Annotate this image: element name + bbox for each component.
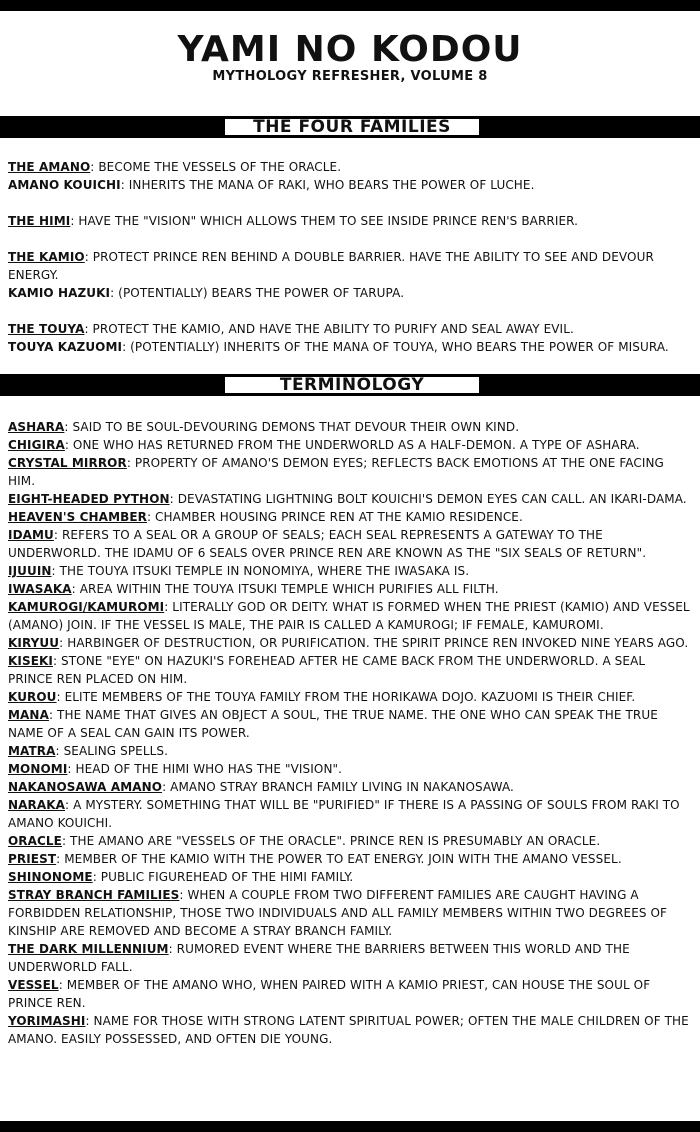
- entry-term: THE TOUYA: [8, 322, 85, 336]
- entry-term: KUROU: [8, 690, 57, 704]
- glossary-entry: [8, 634, 692, 652]
- entry-term: THE HIMI: [8, 214, 71, 228]
- entry-definition: : BECOME THE VESSELS OF THE ORACLE.: [90, 160, 342, 174]
- entry-term: NAKANOSAWA AMANO: [8, 780, 163, 794]
- entry-definition: : SEALING SPELLS.: [55, 744, 169, 758]
- section-heading-terminology: TERMINOLOGY: [223, 375, 481, 395]
- entry-definition: : A MYSTERY. SOMETHING THAT WILL BE "PURIFIED" IF THERE IS A PASSING OF SOULS FROM RAKI TO AMANO KOUICHI.: [8, 798, 680, 830]
- glossary-entry: [8, 832, 692, 850]
- glossary-entry: [8, 778, 692, 796]
- glossary-entry: [8, 436, 692, 454]
- page-title: YAMI NO KODOU: [177, 29, 523, 70]
- entry-definition: : REFERS TO A SEAL OR A GROUP OF SEALS; EACH SEAL REPRESENTS A GATEWAY TO THE UNDERWORLD. THE IDAMU OF 6 SEALS OVER PRINCE REN ARE KNOWN AS THE "SIX SEALS OF RETURN".: [8, 528, 647, 560]
- glossary-entry: [8, 688, 692, 706]
- glossary-entry: [8, 454, 692, 490]
- section-banner-families: [0, 116, 700, 138]
- entry-term: SHINONOME: [8, 870, 93, 884]
- entry-term: ASHARA: [8, 420, 65, 434]
- family-entry: [8, 284, 692, 302]
- entry-definition: : MEMBER OF THE AMANO WHO, WHEN PAIRED WITH A KAMIO PRIEST, CAN HOUSE THE SOUL OF PRINCE REN.: [8, 978, 651, 1010]
- glossary-entry: [8, 508, 692, 526]
- glossary-entry: [8, 526, 692, 562]
- entry-definition: : CHAMBER HOUSING PRINCE REN AT THE KAMIO RESIDENCE.: [147, 510, 523, 524]
- section-heading-families: THE FOUR FAMILIES: [223, 117, 481, 137]
- entry-definition: : HEAD OF THE HIMI WHO HAS THE "VISION".: [67, 762, 343, 776]
- page-subtitle: MYTHOLOGY REFRESHER, VOLUME 8: [212, 69, 488, 84]
- entry-term: EIGHT-HEADED PYTHON: [8, 492, 170, 506]
- entry-term: KIRYUU: [8, 636, 60, 650]
- glossary-entry: [8, 490, 692, 508]
- entry-definition: : (POTENTIALLY) INHERITS OF THE MANA OF TOUYA, WHO BEARS THE POWER OF MISURA.: [122, 340, 669, 354]
- entry-definition: : ONE WHO HAS RETURNED FROM THE UNDERWORLD AS A HALF-DEMON. A TYPE OF ASHARA.: [64, 438, 640, 452]
- entry-definition: : THE AMANO ARE "VESSELS OF THE ORACLE". PRINCE REN IS PRESUMABLY AN ORACLE.: [61, 834, 601, 848]
- glossary-entry: [8, 742, 692, 760]
- entry-term: KISEKI: [8, 654, 53, 668]
- entry-definition: : ELITE MEMBERS OF THE TOUYA FAMILY FROM THE HORIKAWA DOJO. KAZUOMI IS THEIR CHIEF.: [56, 690, 636, 704]
- glossary-entry: [8, 418, 692, 436]
- family-entry: [8, 212, 692, 230]
- entry-term: THE AMANO: [8, 160, 91, 174]
- entry-definition: : THE TOUYA ITSUKI TEMPLE IN NONOMIYA, WHERE THE IWASAKA IS.: [51, 564, 470, 578]
- entry-definition: : RUMORED EVENT WHERE THE BARRIERS BETWEEN THIS WORLD AND THE UNDERWORLD FALL.: [8, 942, 630, 974]
- entry-term: YORIMASHI: [8, 1014, 86, 1028]
- family-entry: [8, 338, 692, 356]
- entry-term: MONOMI: [8, 762, 68, 776]
- entry-definition: : SAID TO BE SOUL-DEVOURING DEMONS THAT DEVOUR THEIR OWN KIND.: [64, 420, 520, 434]
- entry-definition: : HARBINGER OF DESTRUCTION, OR PURIFICATION. THE SPIRIT PRINCE REN INVOKED NINE YEARS AGO.: [59, 636, 689, 650]
- terminology-list: [8, 418, 692, 1048]
- family-entry: [8, 248, 692, 284]
- entry-term: IWASAKA: [8, 582, 72, 596]
- entry-term: CRYSTAL MIRROR: [8, 456, 127, 470]
- glossary-entry: [8, 580, 692, 598]
- glossary-entry: [8, 1012, 692, 1048]
- family-entry: [8, 320, 692, 338]
- entry-term: AMANO KOUICHI: [8, 178, 121, 192]
- family-entry: [8, 176, 692, 194]
- entry-term: PRIEST: [8, 852, 57, 866]
- entry-term: THE KAMIO: [8, 250, 85, 264]
- entry-term: HEAVEN'S CHAMBER: [8, 510, 147, 524]
- entry-definition: : DEVASTATING LIGHTNING BOLT KOUICHI'S DEMON EYES CAN CALL. AN IKARI-DAMA.: [169, 492, 687, 506]
- entry-term: IJUUIN: [8, 564, 52, 578]
- glossary-entry: [8, 598, 692, 634]
- entry-term: ORACLE: [8, 834, 62, 848]
- entry-definition: : WHEN A COUPLE FROM TWO DIFFERENT FAMILIES ARE CAUGHT HAVING A FORBIDDEN RELATIONSHIP, THOSE TWO INDIVIDUALS AND ALL FAMILY MEMBERS WITHIN TWO DEGREES OF KINSHIP ARE REMOVED AND BECOME A STRAY BRANCH FAMILY.: [8, 888, 668, 938]
- glossary-entry: [8, 976, 692, 1012]
- entry-definition: : PROTECT PRINCE REN BEHIND A DOUBLE BARRIER. HAVE THE ABILITY TO SEE AND DEVOUR ENERGY.: [8, 250, 654, 282]
- entry-term: KAMUROGI/KAMUROMI: [8, 600, 165, 614]
- entry-definition: : INHERITS THE MANA OF RAKI, WHO BEARS THE POWER OF LUCHE.: [120, 178, 535, 192]
- entry-term: NARAKA: [8, 798, 66, 812]
- entry-definition: : HAVE THE "VISION" WHICH ALLOWS THEM TO SEE INSIDE PRINCE REN'S BARRIER.: [70, 214, 579, 228]
- glossary-entry: [8, 886, 692, 940]
- entry-definition: : LITERALLY GOD OR DEITY. WHAT IS FORMED WHEN THE PRIEST (KAMIO) AND VESSEL (AMANO) JOIN. IF THE VESSEL IS MALE, THE PAIR IS CALLED A KAMUROGI; IF FEMALE, KAMUROMI.: [8, 600, 690, 632]
- entry-term: STRAY BRANCH FAMILIES: [8, 888, 180, 902]
- glossary-entry: [8, 796, 692, 832]
- entry-definition: : PUBLIC FIGUREHEAD OF THE HIMI FAMILY.: [92, 870, 354, 884]
- entry-definition: : PROTECT THE KAMIO, AND HAVE THE ABILITY TO PURIFY AND SEAL AWAY EVIL.: [84, 322, 574, 336]
- glossary-entry: [8, 940, 692, 976]
- entry-term: TOUYA KAZUOMI: [8, 340, 123, 354]
- family-entry: [8, 158, 692, 176]
- entry-definition: : STONE "EYE" ON HAZUKI'S FOREHEAD AFTER HE CAME BACK FROM THE UNDERWORLD. A SEAL PRINCE REN PLACED ON HIM.: [8, 654, 646, 686]
- entry-term: MATRA: [8, 744, 56, 758]
- section-banner-terminology: [0, 374, 700, 396]
- entry-term: VESSEL: [8, 978, 59, 992]
- entry-definition: : MEMBER OF THE KAMIO WITH THE POWER TO EAT ENERGY. JOIN WITH THE AMANO VESSEL.: [56, 852, 622, 866]
- entry-definition: : (POTENTIALLY) BEARS THE POWER OF TARUPA.: [110, 286, 405, 300]
- glossary-entry: [8, 652, 692, 688]
- glossary-entry: [8, 760, 692, 778]
- glossary-entry: [8, 868, 692, 886]
- entry-definition: : NAME FOR THOSE WITH STRONG LATENT SPIRITUAL POWER; OFTEN THE MALE CHILDREN OF THE AMANO. EASILY POSSESSED, AND OFTEN DIE YOUNG.: [8, 1014, 689, 1046]
- top-border: [0, 0, 700, 11]
- entry-definition: : AREA WITHIN THE TOUYA ITSUKI TEMPLE WHICH PURIFIES ALL FILTH.: [71, 582, 499, 596]
- entry-term: KAMIO HAZUKI: [8, 286, 111, 300]
- glossary-entry: [8, 562, 692, 580]
- entry-definition: : AMANO STRAY BRANCH FAMILY LIVING IN NAKANOSAWA.: [162, 780, 514, 794]
- entry-term: THE DARK MILLENNIUM: [8, 942, 169, 956]
- entry-term: IDAMU: [8, 528, 54, 542]
- entry-definition: : THE NAME THAT GIVES AN OBJECT A SOUL, THE TRUE NAME. THE ONE WHO CAN SPEAK THE TRUE NAME OF A SEAL CAN GAIN ITS POWER.: [8, 708, 658, 740]
- entry-term: MANA: [8, 708, 49, 722]
- families-list: [8, 158, 692, 356]
- glossary-entry: [8, 706, 692, 742]
- entry-term: CHIGIRA: [8, 438, 65, 452]
- entry-definition: : PROPERTY OF AMANO'S DEMON EYES; REFLECTS BACK EMOTIONS AT THE ONE FACING HIM.: [8, 456, 664, 488]
- bottom-border: [0, 1121, 700, 1132]
- glossary-entry: [8, 850, 692, 868]
